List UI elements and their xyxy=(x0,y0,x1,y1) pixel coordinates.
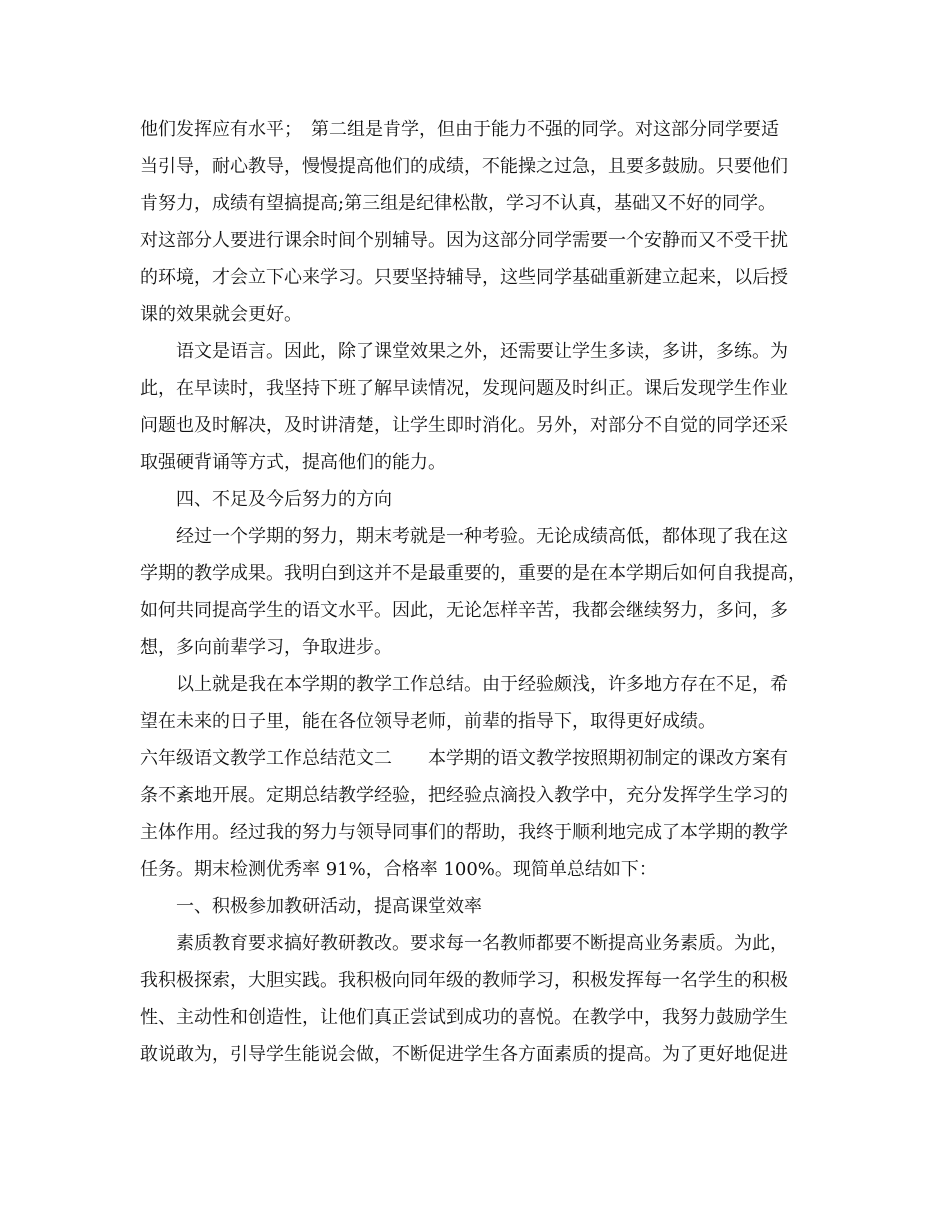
text-line: 学期的教学成果。我明白到这并不是最重要的，重要的是在本学期后如何自我提高， xyxy=(140,563,806,584)
text-line: 经过一个学期的努力，期末考就是一种考验。无论成绩高低，都体现了我在这 xyxy=(140,526,788,547)
text-line: 敢说敢为，引导学生能说会做，不断促进学生各方面素质的提高。为了更好地促进 xyxy=(140,1044,788,1065)
text-line: 此，在早读时，我坚持下班了解早读情况，发现问题及时纠正。课后发现学生作业 xyxy=(140,378,788,399)
text-line: 六年级语文教学工作总结范文二 本学期的语文教学按照期初制定的课改方案有 xyxy=(140,748,788,769)
text-line: 当引导，耐心教导，慢慢提高他们的成绩，不能操之过急，且要多鼓励。只要他们 xyxy=(140,156,788,177)
text-line: 对这部分人要进行课余时间个别辅导。因为这部分同学需要一个安静而又不受干扰 xyxy=(140,230,788,251)
text-line: 主体作用。经过我的努力与领导同事们的帮助，我终于顺利地完成了本学期的教学 xyxy=(140,822,788,843)
text-line: 以上就是我在本学期的教学工作总结。由于经验颇浅，许多地方存在不足，希 xyxy=(140,674,788,695)
text-line: 肯努力，成绩有望搞提高;第三组是纪律松散，学习不认真，基础又不好的同学。 xyxy=(140,193,777,214)
text-line: 如何共同提高学生的语文水平。因此，无论怎样辛苦，我都会继续努力，多问，多 xyxy=(140,600,788,621)
text-line: 问题也及时解决，及时讲清楚，让学生即时消化。另外，对部分不自觉的同学还采 xyxy=(140,415,788,436)
text-line: 条不紊地开展。定期总结教学经验，把经验点滴投入教学中，充分发挥学生学习的 xyxy=(140,785,788,806)
text-line: 任务。期末检测优秀率 91%，合格率 100%。现简单总结如下： xyxy=(140,859,657,880)
text-line: 课的效果就会更好。 xyxy=(140,304,302,325)
text-line: 取强硬背诵等方式，提高他们的能力。 xyxy=(140,452,446,473)
text-line: 语文是语言。因此，除了课堂效果之外，还需要让学生多读，多讲，多练。为 xyxy=(140,341,788,362)
text-line: 性、主动性和创造性，让他们真正尝试到成功的喜悦。在教学中，我努力鼓励学生 xyxy=(140,1007,788,1028)
section-heading: 四、不足及今后努力的方向 xyxy=(140,489,392,510)
section-heading: 一、积极参加教研活动，提高课堂效率 xyxy=(140,896,482,917)
text-line: 想，多向前辈学习，争取进步。 xyxy=(140,637,392,658)
text-line: 我积极探索，大胆实践。我积极向同年级的教师学习，积极发挥每一名学生的积极 xyxy=(140,970,788,991)
text-line: 望在未来的日子里，能在各位领导老师，前辈的指导下，取得更好成绩。 xyxy=(140,711,716,732)
text-line: 他们发挥应有水平； 第二组是肯学，但由于能力不强的同学。对这部分同学要适 xyxy=(140,119,779,140)
text-line: 素质教育要求搞好教研教改。要求每一名教师都要不断提高业务素质。为此， xyxy=(140,933,788,954)
text-line: 的环境，才会立下心来学习。只要坚持辅导，这些同学基础重新建立起来，以后授 xyxy=(140,267,788,288)
